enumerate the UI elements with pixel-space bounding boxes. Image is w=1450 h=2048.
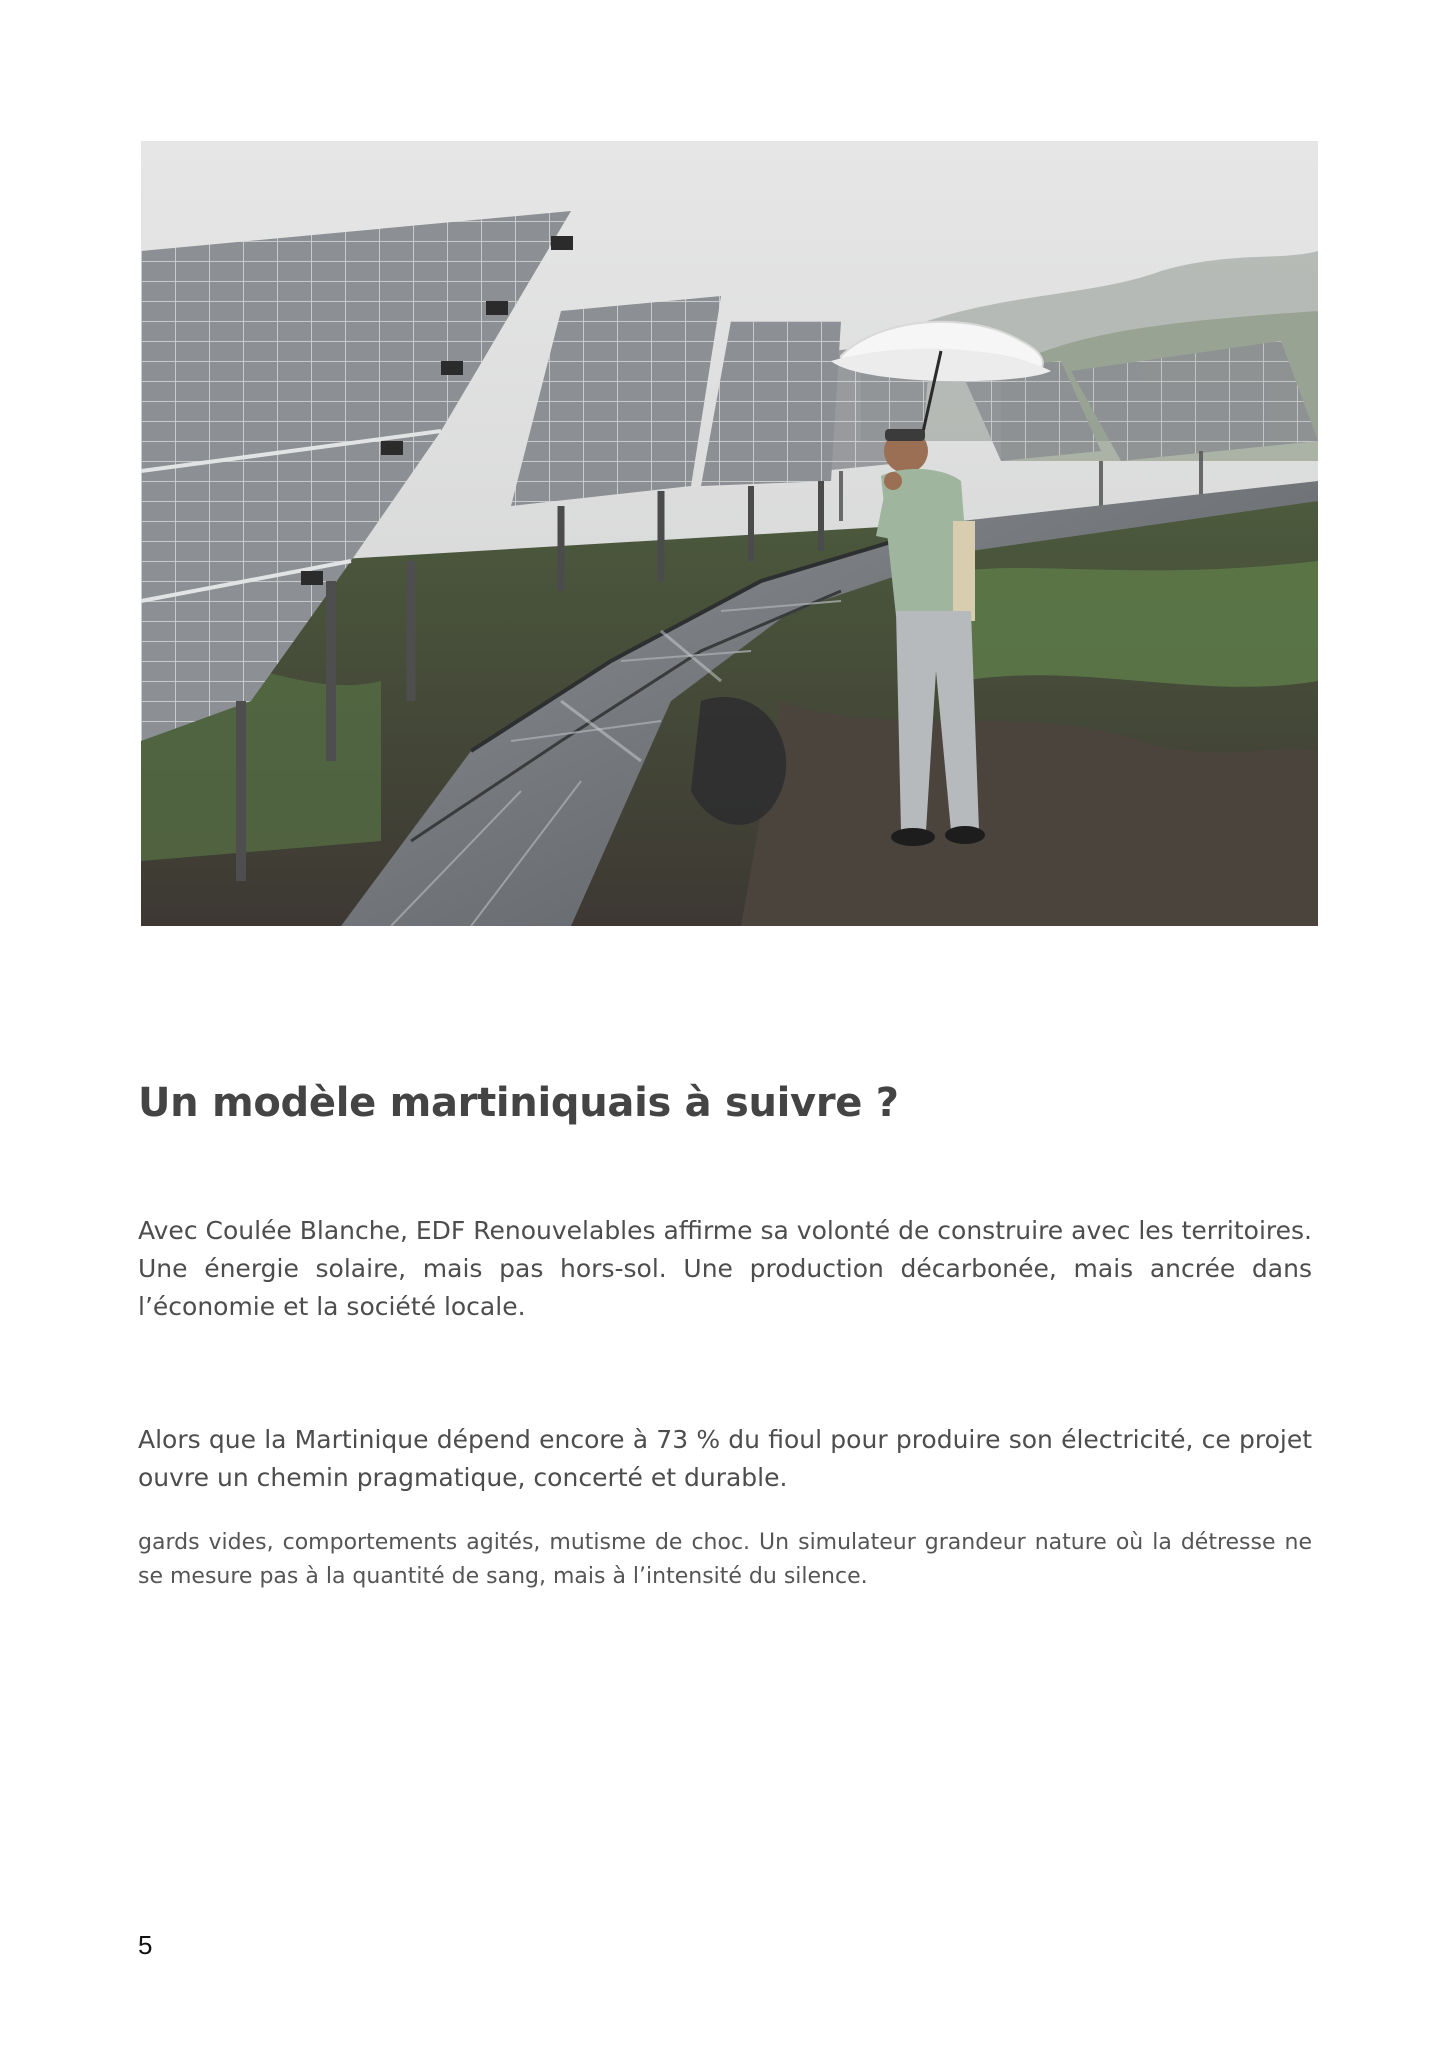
article-paragraph-fragment: gards vides, comportements agités, mutisme de choc. Un simulateur grandeur nature où la détresse ne se mesure pas à la quantité de sang, mais à l’intensité du silence. <box>138 1530 1312 1589</box>
article-heading: Un modèle martiniquais à suivre ? <box>138 1080 899 1126</box>
article-paragraph: Alors que la Martinique dépend encore à 73 % du fioul pour produire son électricité, ce projet ouvre un chemin pragmatique, concerté et durable. <box>138 1425 1312 1492</box>
solar-farm-illustration <box>141 141 1318 926</box>
page-number: 5 <box>138 1930 153 1960</box>
article-paragraph: Avec Coulée Blanche, EDF Renouvelables affirme sa volonté de construire avec les territoires. Une énergie solaire, mais pas hors-sol. Une production décarbonée, mais ancrée dans l’économie et la société locale. <box>138 1216 1312 1321</box>
solar-farm-photo <box>141 141 1318 926</box>
